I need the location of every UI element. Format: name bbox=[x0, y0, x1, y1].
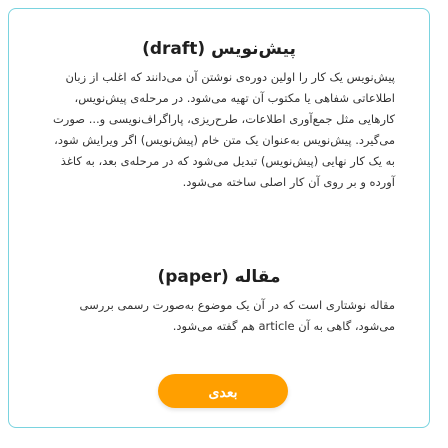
draft-section bbox=[43, 37, 395, 193]
paper-body: مقاله نوشتاری است که در آن یک موضوع به‌صورت رسمی بررسی می‌شود، گاهی به آن article هم گفته می‌شود. bbox=[79, 298, 395, 333]
paper-heading: مقاله (paper) bbox=[157, 267, 281, 287]
paper-section bbox=[43, 265, 395, 337]
draft-heading: پیش‌نویس (draft) bbox=[142, 39, 296, 59]
content-card bbox=[8, 8, 430, 428]
next-button[interactable]: بعدی bbox=[158, 374, 288, 408]
draft-body: پیش‌نویس یک کار را اولین دوره‌ی نوشتن آن می‌دانند که اغلب از زبان اطلاعاتی شفاهی یا مکتوب آن تهیه می‌شود. در مرحله‌ی پیش‌نویس، کارهایی مثل جمع‌آوری اطلاعات، طرح‌ریزی، پاراگراف‌نویسی و... صورت می‌گیرد. پیش‌نویس به‌عنوان یک متن خام (پیش‌نویس) اگر ویرایش شود، به یک کار نهایی (پیش‌نویس) تبدیل می‌شود که در مرحله‌ی بعد، به کاغذ آورده و بر روی آن کار اصلی ساخته می‌شود. bbox=[52, 70, 395, 189]
